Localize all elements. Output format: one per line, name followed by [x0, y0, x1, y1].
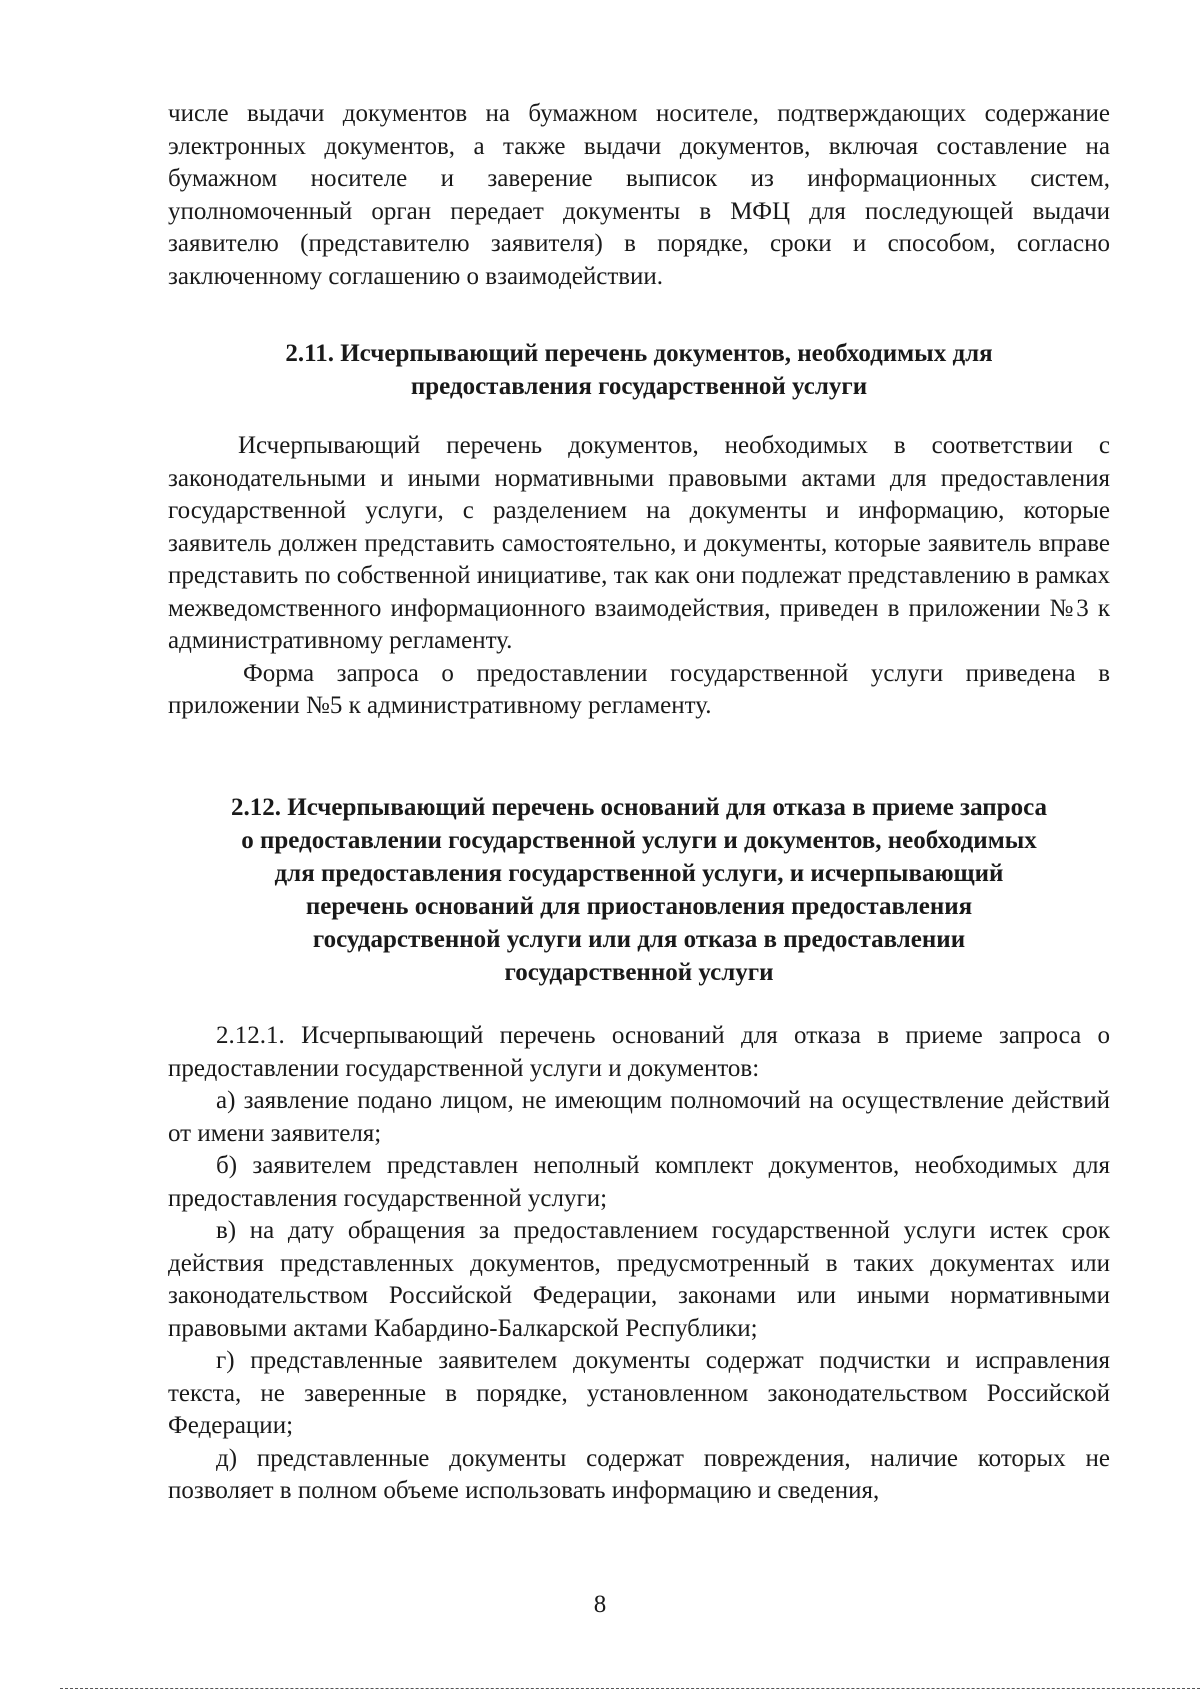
list-item-d: д) представленные документы содержат повреждения, наличие которых не позволяет в полном объеме использовать информацию и сведения, — [168, 1444, 1110, 1504]
section-2-12-heading-line-3: для предоставления государственной услуги, и исчерпывающий — [274, 860, 1004, 887]
intro-paragraph: числе выдачи документов на бумажном носителе, подтверждающих содержание электронных документов, а также выдачи документов, включая составление на бумажном носителе и заверение выписок из информационных систем, уполномоченный орган передает документы в МФЦ для последующей выдачи заявителю (представителю заявителя) в порядке, сроки и способом, согласно заключенному соглашению о взаимодействии. — [168, 100, 1110, 290]
section-2-12-heading-line-6: государственной услуги — [504, 959, 774, 986]
list-item-g: г) представленные заявителем документы содержат подчистки и исправления текста, не заверенные в порядке, установленном законодательством Российской Федерации; — [168, 1347, 1110, 1439]
page-bottom-divider — [60, 1688, 1200, 1689]
section-2-11-heading-line-1: 2.11. Исчерпывающий перечень документов, необходимых для — [285, 340, 993, 367]
section-2-12-heading-line-5: государственной услуги или для отказа в предоставлении — [312, 926, 966, 953]
section-2-12-heading-line-1: 2.12. Исчерпывающий перечень оснований для отказа в приеме запроса — [231, 794, 1047, 821]
list-item-b: б) заявителем представлен неполный комплект документов, необходимых для предоставления государственной услуги; — [168, 1152, 1110, 1212]
intro-paragraph-block — [168, 98, 1110, 293]
section-2-12-body — [168, 1020, 1110, 1508]
section-2-11-paragraph-1: Исчерпывающий перечень документов, необходимых в соответствии с законодательными и иными нормативными правовыми актами для предоставления государственной услуги, с разделением на документы и информацию, которые заявитель должен представить самостоятельно, и документы, которые заявитель вправе представить по собственной инициативе, так как они подлежат представлению в рамках межведомственного информационного взаимодействия, приведен в приложении №3 к административному регламенту. — [168, 432, 1110, 654]
section-2-11-paragraph-2: Форма запроса о предоставлении государственной услуги приведена в приложении №5 к административному регламенту. — [168, 659, 1110, 719]
section-2-12-heading-line-4: перечень оснований для приостановления предоставления — [305, 893, 973, 920]
section-2-12-heading-line-2: о предоставлении государственной услуги и документов, необходимых — [241, 827, 1037, 854]
section-2-11-heading-line-2: предоставления государственной услуги — [410, 373, 868, 400]
section-2-12-1-paragraph: 2.12.1. Исчерпывающий перечень оснований для отказа в приеме запроса о предоставлении государственной услуги и документов: — [168, 1022, 1110, 1082]
section-2-11-body — [168, 430, 1110, 723]
list-item-v: в) на дату обращения за предоставлением государственной услуги истек срок действия представленных документов, предусмотренный в таких документах или законодательством Российской Федерации, законами или иными нормативными правовыми актами Кабардино-Балкарской Республики; — [168, 1217, 1110, 1342]
list-item-a: а) заявление подано лицом, не имеющим полномочий на осуществление действий от имени заявителя; — [168, 1087, 1110, 1147]
page-number: 8 — [593, 1591, 607, 1618]
